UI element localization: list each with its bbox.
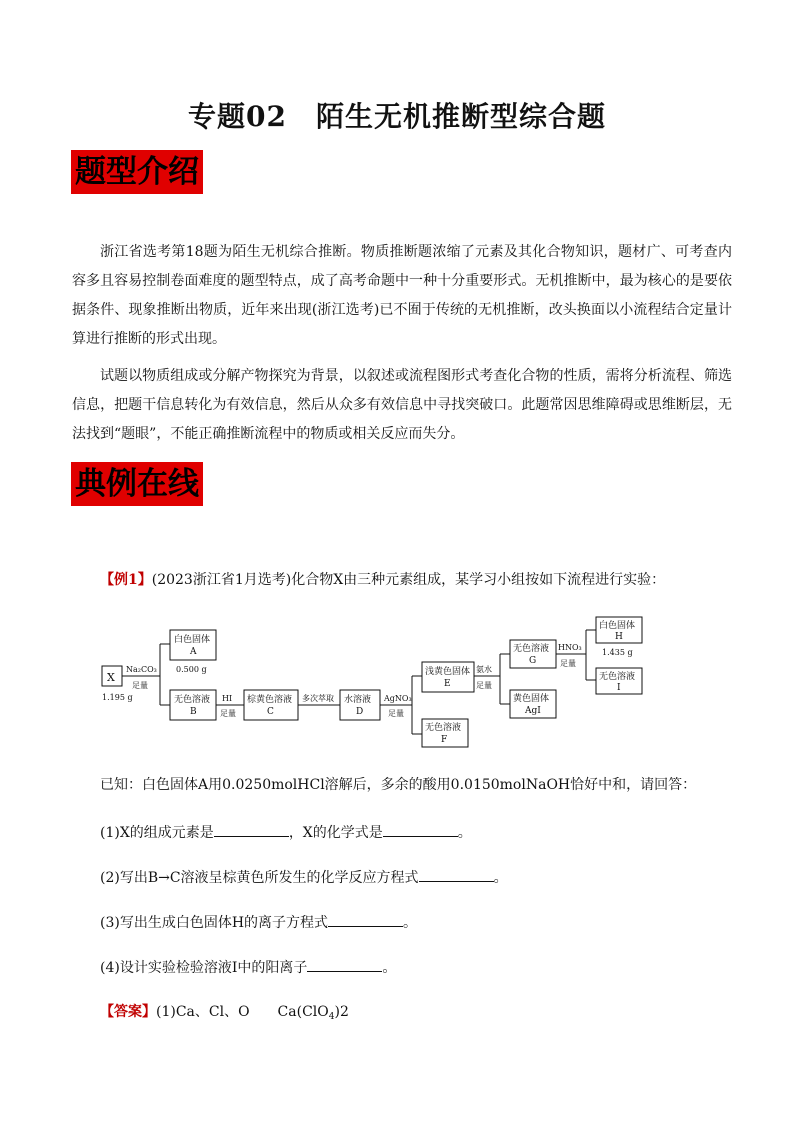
page-title: 专题02 陌生无机推断型综合题	[188, 100, 606, 133]
amount4: 足量	[388, 709, 404, 718]
g-label-1: 无色溶液	[513, 644, 550, 654]
q2-text-a: (2)写出B→C溶液呈棕黄色所发生的化学反应方程式	[100, 870, 419, 886]
agi-label-1: 黄色固体	[513, 694, 550, 704]
x-mass: 1.195 g	[102, 693, 133, 702]
a-label-2: A	[190, 647, 197, 657]
amount1: 足量	[132, 681, 148, 690]
d-label-2: D	[356, 707, 364, 717]
answer-sub-1: 4	[328, 1012, 335, 1022]
h-mass: 1.435 g	[602, 648, 633, 657]
q4-text-c: 。	[382, 960, 397, 976]
b-label-1: 无色溶液	[174, 695, 211, 705]
x-label: X	[107, 671, 115, 684]
q1-text-a: (1)X的组成元素是	[100, 825, 214, 841]
example-question	[100, 570, 665, 590]
f-label-1: 无色溶液	[425, 723, 462, 733]
q2-text-c: 。	[493, 870, 508, 886]
section-heading-examples: 典例在线	[71, 462, 203, 506]
i-label-2: I	[617, 683, 621, 693]
h-label-2: H	[615, 632, 623, 642]
answer-sub-2: )2	[334, 1004, 349, 1020]
q4-blank	[307, 957, 382, 972]
section-heading-intro: 题型介绍	[71, 150, 203, 194]
b-label-2: B	[190, 707, 197, 717]
reagent6: HNO₃	[558, 643, 582, 652]
q3-blank	[328, 912, 403, 927]
q1-blank-2	[383, 822, 458, 837]
amount6: 足量	[560, 659, 576, 668]
intro-paragraph-2: 试题以物质组成或分解产物探究为背景，以叙述或流程图形式考查化合物的性质，需将分析流程、筛选信息，把题干信息转化为有效信息，然后从众多有效信息中寻找突破口。此题常因思维障碍或思维断层，无法找到“题眼”，不能正确推断流程中的物质或相关反应而失分。	[72, 368, 732, 442]
amount5: 足量	[476, 681, 492, 690]
q1-blank-1	[214, 822, 289, 837]
d-label-1: 水溶液	[344, 695, 372, 705]
a-mass: 0.500 g	[176, 665, 207, 674]
question-3	[100, 912, 417, 933]
amount2: 足量	[220, 709, 236, 718]
flow-diagram	[100, 612, 650, 750]
q3-text-a: (3)写出生成白色固体H的离子方程式	[100, 915, 329, 931]
reagent3: 多次萃取	[302, 694, 334, 703]
answer-tag: 【答案】	[100, 1004, 156, 1020]
e-label-2: E	[444, 679, 451, 689]
question-2	[100, 867, 508, 888]
example-tag: 【例1】	[100, 572, 152, 588]
c-label-2: C	[267, 707, 274, 717]
reagent1: Na₂CO₃	[126, 665, 157, 674]
reagent5: 氨水	[476, 665, 492, 674]
h-label-1: 白色固体	[599, 621, 636, 631]
q4-text-a: (4)设计实验检验溶液I中的阳离子	[100, 960, 308, 976]
reagent2: HI	[222, 694, 233, 703]
answer-text: (1)Ca、Cl、O Ca(ClO	[156, 1004, 329, 1020]
q3-text-c: 。	[403, 915, 418, 931]
a-label-1: 白色固体	[174, 635, 211, 645]
q1-text-c: 。	[457, 825, 472, 841]
reagent4: AgNO₃	[384, 694, 412, 703]
question-4	[100, 957, 396, 978]
q2-blank	[419, 867, 494, 882]
known-info: 已知：白色固体A用0.0250molHCl溶解后，多余的酸用0.0150molNaOH恰好中和，请回答：	[100, 777, 697, 793]
q1-text-b: ，X的化学式是	[288, 825, 383, 841]
agi-label-2: AgI	[525, 706, 541, 716]
f-label-2: F	[441, 735, 448, 745]
e-label-1: 浅黄色固体	[425, 667, 471, 677]
question-1	[100, 822, 472, 843]
example-text: (2023浙江省1月选考)化合物X由三种元素组成，某学习小组按如下流程进行实验：	[151, 572, 666, 588]
c-label-1: 棕黄色溶液	[247, 695, 293, 705]
answer-line	[100, 1002, 349, 1027]
i-label-1: 无色溶液	[599, 672, 636, 682]
intro-paragraph-1: 浙江省选考第18题为陌生无机综合推断。物质推断题浓缩了元素及其化合物知识，题材广、可考查内容多且容易控制卷面难度的题型特点，成了高考命题中一种十分重要形式。无机推断中，最为核心的是要依据条件、现象推断出物质，近年来出现(浙江选考)已不囿于传统的无机推断，改头换面以小流程结合定量计算进行推断的形式出现。	[72, 244, 732, 347]
g-label-2: G	[529, 656, 537, 666]
